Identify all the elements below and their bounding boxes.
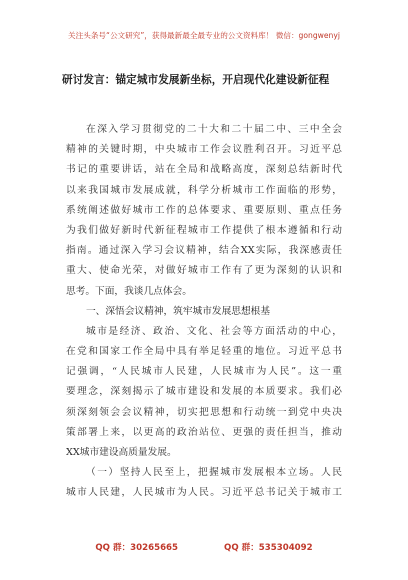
- text-line: 策部署上来，以更高的政治站位、更强的责任担当，推动: [66, 426, 342, 438]
- text-line: 以来我国城市发展成就，科学分析城市工作面临的形势，: [66, 184, 342, 196]
- text-line: 在深入学习贯彻党的二十大和二十届二中、三中全会: [86, 124, 342, 135]
- text-line: 在党和国家工作全局中具有举足轻重的地位。习近平总书: [66, 346, 342, 358]
- document-body: [66, 120, 342, 504]
- text-line: （一）坚持人民至上，把握城市发展根本立场。人民: [86, 467, 342, 479]
- text-line: 重大、使命光荣，对做好城市工作有了更为深刻的认识和: [66, 265, 342, 277]
- text-line: 记强调，“人民城市人民建，人民城市为人民”。这一重: [66, 366, 342, 378]
- paragraph-subsection-one: [66, 463, 342, 503]
- paragraph-section-one: [66, 322, 342, 463]
- paragraph-intro: [66, 120, 342, 302]
- text-line: 为我们做好新时代新征程城市工作提供了根本遵循和行动: [66, 224, 342, 236]
- text-line: 须深刻领会会议精神，切实把思想和行动统一到党中央决: [66, 406, 342, 418]
- text-line: 城市是经济、政治、文化、社会等方面活动的中心，: [86, 325, 342, 337]
- footer-qq-group-2: QQ 群：535304092: [224, 543, 313, 553]
- text-line: XX城市建设高质量发展。: [66, 447, 177, 458]
- document-title: 研讨发言：锚定城市发展新坐标，开启现代化建设新征程: [62, 74, 330, 86]
- header-promo-note: 关注头条号“公文研究”，获得最新最全最专业的公文资料库！ 微信：gongwenyj: [68, 31, 340, 40]
- text-line: 思考。下面，我谈几点体会。: [66, 285, 192, 297]
- section-heading: [66, 302, 342, 322]
- section-heading-text: 一、深悟会议精神，筑牢城市发展思想根基: [86, 305, 271, 317]
- text-line: 书记的重要讲话，站在全局和战略高度，深刻总结新时代: [66, 164, 342, 176]
- text-line: 要理念，深刻揭示了城市建设和发展的本质要求。我们必: [66, 386, 342, 398]
- footer-qq-group-1: QQ 群：30265665: [95, 543, 179, 553]
- text-line: 城市人民建，人民城市为人民。习近平总书记关于城市工: [66, 487, 342, 499]
- text-line: 系统阐述做好城市工作的总体要求、重要原则、重点任务: [66, 204, 342, 216]
- text-line: 精神的关键时期，中央城市工作会议胜利召开。习近平总: [66, 144, 342, 156]
- text-line: 指南。通过深入学习会议精神，结合XX实际，我深感责任: [66, 245, 342, 257]
- footer-qq-groups: [0, 541, 408, 553]
